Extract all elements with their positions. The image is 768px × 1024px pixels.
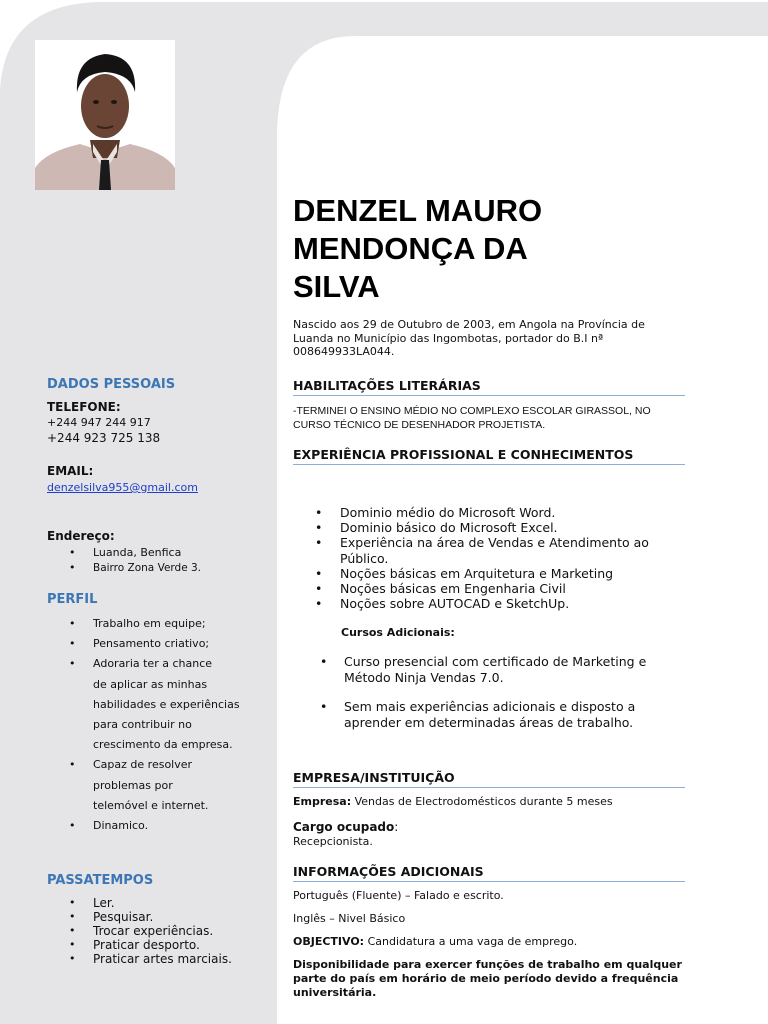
list-item-cont: habilidades e experiências: [93, 697, 240, 711]
list-item-cont: de aplicar as minhas: [93, 677, 208, 691]
phone-1: +244 947 244 917: [47, 416, 151, 429]
empresa-label: Empresa:: [293, 795, 352, 808]
list-item-cont: crescimento da empresa.: [93, 738, 233, 752]
section-title-passatempos: PASSATEMPOS: [47, 873, 154, 888]
objectivo-label: OBJECTIVO:: [293, 935, 365, 948]
passatempos-list: [47, 896, 232, 966]
experiencia-list: [293, 505, 649, 611]
profile-photo: [35, 40, 175, 190]
list-item-cont: para contribuir no: [93, 718, 192, 732]
language-ingles: Inglês – Nivel Básico: [293, 912, 406, 925]
objectivo-value: Candidatura a uma vaga de emprego.: [364, 935, 578, 948]
cargo-label: Cargo ocupado: [293, 820, 395, 834]
empresa-value: Vendas de Electrodomésticos durante 5 meses: [351, 795, 613, 808]
list-item: • Experiência na área de Vendas e Atendimento ao: [293, 535, 649, 550]
objectivo-line: [293, 935, 577, 948]
email-label: EMAIL:: [47, 464, 94, 478]
list-item: • Pesquisar.: [47, 910, 232, 924]
list-item: • Capaz de resolver: [47, 755, 240, 775]
list-item: • Luanda, Benfica: [47, 545, 201, 561]
cargo-colon: :: [394, 820, 399, 834]
phone-2: +244 923 725 138: [47, 431, 161, 445]
email-link[interactable]: denzelsilva955@gmail.com: [47, 481, 198, 494]
cursos-label: Cursos Adicionais:: [341, 626, 455, 639]
list-item: • Dominio básico do Microsoft Excel.: [293, 520, 649, 535]
list-item: • Noções sobre AUTOCAD e SketchUp.: [293, 596, 649, 611]
endereco-list: [47, 545, 201, 575]
name-line: SILVA: [293, 269, 380, 304]
list-item: • Noções básicas em Arquitetura e Marketing: [293, 566, 649, 581]
list-item: • Pensamento criativo;: [47, 634, 240, 654]
list-item-cont: problemas por: [93, 778, 173, 792]
empresa-line: [293, 795, 613, 808]
disponibilidade-text: Disponibilidade para exercer funções de trabalho em qualquer parte do país em horário de meio período devido a frequência universitária.: [293, 958, 682, 999]
endereco-label: Endereço:: [47, 529, 115, 543]
list-item: • Praticar desporto.: [47, 938, 232, 952]
section-title-informacoes: INFORMAÇÕES ADICIONAIS: [293, 864, 685, 882]
intro-text: Nascido aos 29 de Outubro de 2003, em Angola na Província de Luanda no Município das Ingombotas, portador do B.I nª 008649933LA044.: [293, 318, 645, 358]
section-title-dados-pessoais: DADOS PESSOAIS: [47, 377, 176, 392]
list-item: • Dominio médio do Microsoft Word.: [293, 505, 649, 520]
section-title-experiencia: EXPERIÊNCIA PROFISSIONAL E CONHECIMENTOS: [293, 447, 685, 465]
name-line: MENDONÇA DA: [293, 231, 528, 266]
candidate-name: [293, 192, 593, 306]
list-item: • Adoraria ter a chance: [47, 654, 240, 674]
list-item: • Noções básicas em Engenharia Civil: [293, 581, 649, 596]
language-portugues: Português (Fluente) – Falado e escrito.: [293, 889, 504, 902]
section-title-habilitacoes: HABILITAÇÕES LITERÁRIAS: [293, 378, 685, 396]
list-item: • Curso presencial com certificado de Marketing e Método Ninja Vendas 7.0.: [293, 654, 673, 685]
cursos-list: [293, 654, 673, 730]
list-item: • Dinamico.: [47, 816, 240, 836]
list-item: • Trocar experiências.: [47, 924, 232, 938]
list-item: • Bairro Zona Verde 3.: [47, 561, 201, 575]
cargo-line: [293, 820, 398, 834]
section-title-perfil: PERFIL: [47, 592, 98, 607]
perfil-list: [47, 614, 240, 836]
name-line: DENZEL MAURO: [293, 193, 543, 228]
list-item-cont: Público.: [340, 550, 389, 566]
list-item: • Trabalho em equipe;: [47, 614, 240, 634]
habilitacoes-text: -TERMINEI O ENSINO MÉDIO NO COMPLEXO ESCOLAR GIRASSOL, NO CURSO TÉCNICO DE DESENHADOR PROJETISTA.: [293, 405, 651, 431]
cargo-value: Recepcionista.: [293, 835, 373, 848]
list-item: • Praticar artes marciais.: [47, 952, 232, 966]
list-item-cont: telemóvel e internet.: [93, 798, 209, 812]
telefone-label: TELEFONE:: [47, 400, 121, 414]
list-item: • Ler.: [47, 896, 232, 910]
list-item: • Sem mais experiências adicionais e disposto a aprender em determinadas áreas de trabalho.: [293, 699, 673, 730]
section-title-empresa: EMPRESA/INSTITUIÇÃO: [293, 770, 685, 788]
